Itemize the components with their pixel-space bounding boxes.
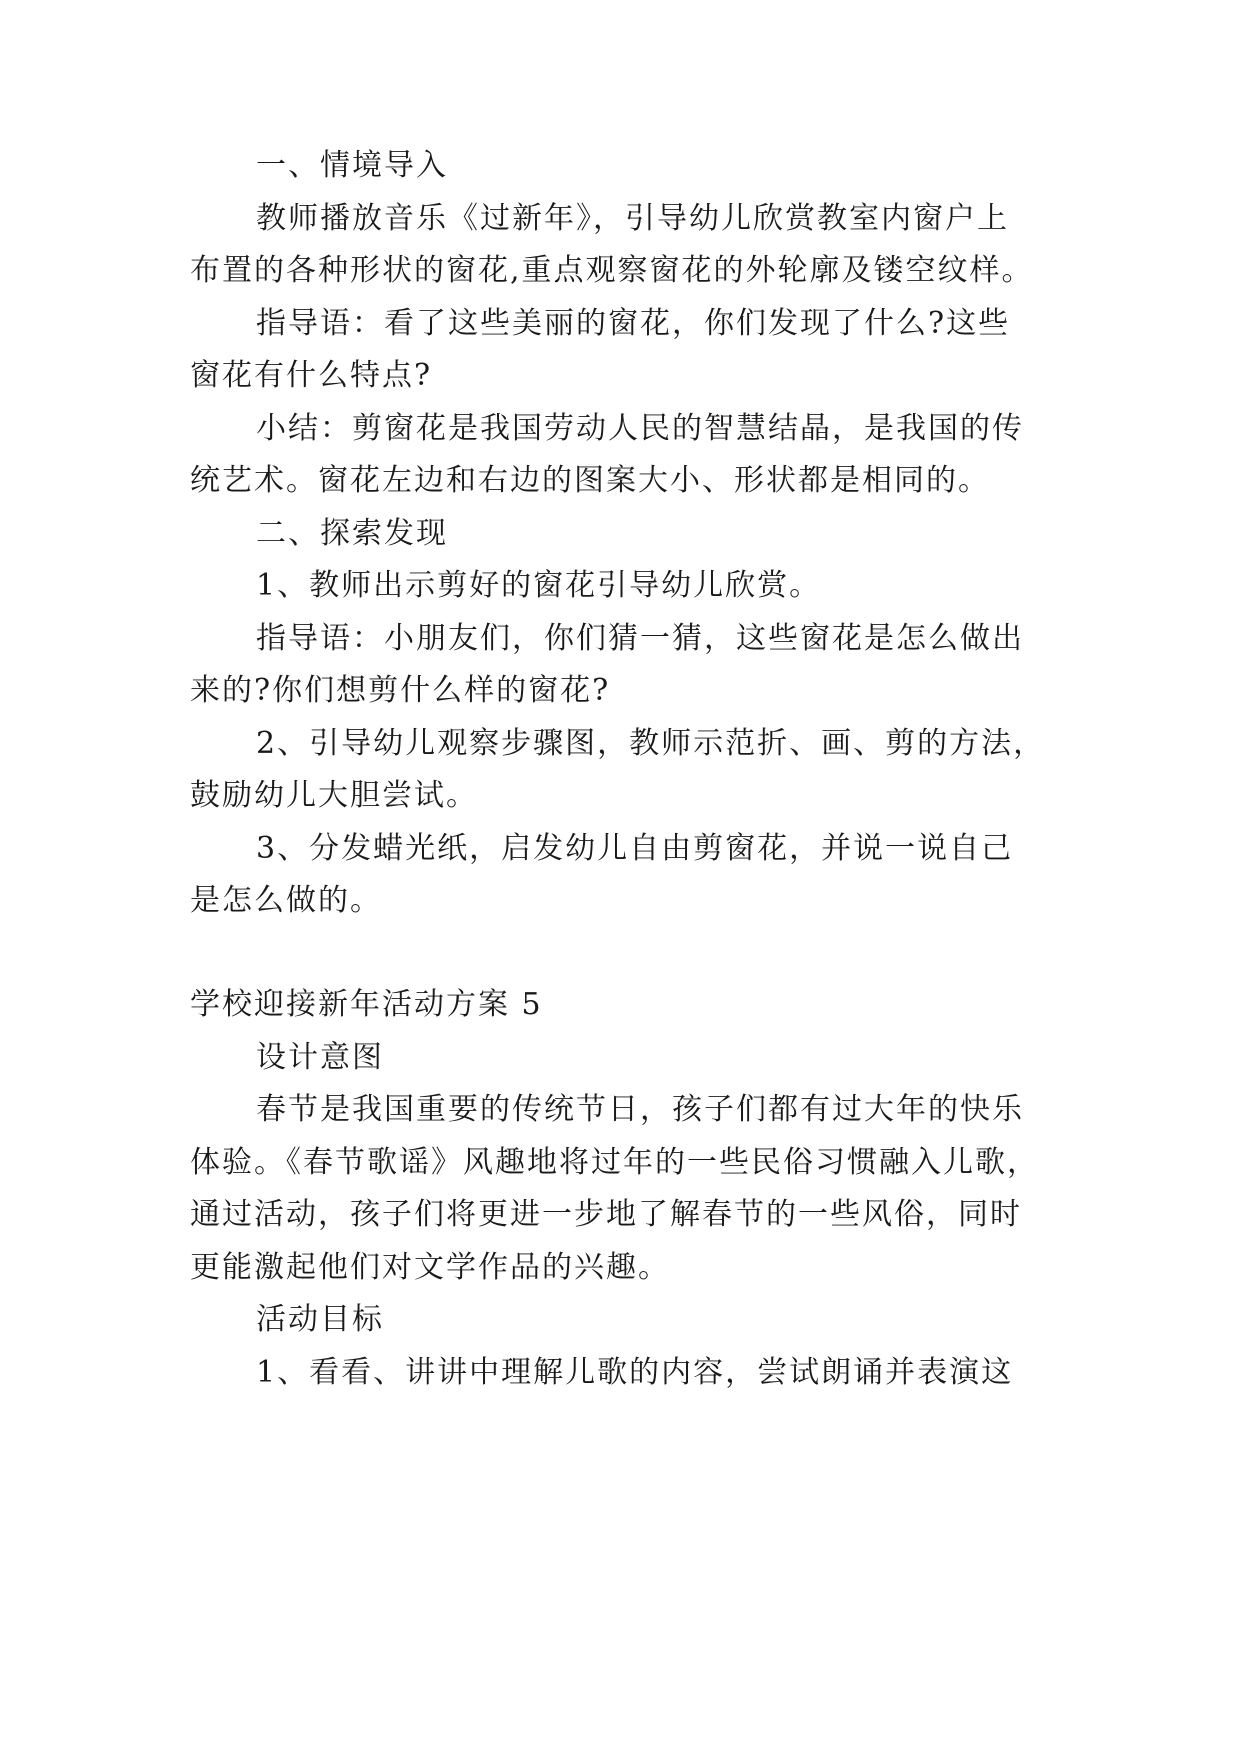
- paragraph-line: 更能激起他们对文学作品的兴趣。: [190, 1250, 670, 1285]
- step-line: 3、分发蜡光纸，启发幼儿自由剪窗花，并说一说自己: [256, 831, 1014, 866]
- step-line: 1、教师出示剪好的窗花引导幼儿欣赏。: [256, 568, 822, 603]
- step-line: 鼓励幼儿大胆尝试。: [190, 778, 478, 813]
- paragraph-line: 来的?你们想剪什么样的窗花?: [190, 673, 611, 708]
- paragraph-line: 春节是我国重要的传统节日，孩子们都有过大年的快乐: [256, 1092, 1024, 1127]
- paragraph-line: 小结：剪窗花是我国劳动人民的智慧结晶，是我国的传: [256, 411, 1024, 446]
- paragraph-line: 教师播放音乐《过新年》，引导幼儿欣赏教室内窗户上: [256, 201, 1009, 236]
- section-heading-goals: 活动目标: [256, 1302, 384, 1337]
- step-line: 2、引导幼儿观察步骤图，教师示范折、画、剪的方法，: [256, 726, 1046, 761]
- goal-line: 1、看看、讲讲中理解儿歌的内容，尝试朗诵并表演这: [256, 1355, 1014, 1390]
- paragraph-line: 体验。《春节歌谣》风趣地将过年的一些民俗习惯融入儿歌，: [190, 1145, 1039, 1180]
- paragraph-line: 布置的各种形状的窗花,重点观察窗花的外轮廓及镂空纹样。: [190, 253, 1034, 288]
- plan-title: 学校迎接新年活动方案 5: [190, 987, 543, 1022]
- paragraph-line: 通过活动，孩子们将更进一步地了解春节的一些风俗，同时: [190, 1197, 1022, 1232]
- paragraph-line: 统艺术。窗花左边和右边的图案大小、形状都是相同的。: [190, 463, 990, 498]
- section-heading-situation: 一、情境导入: [256, 148, 448, 183]
- paragraph-line: 指导语：小朋友们，你们猜一猜，这些窗花是怎么做出: [256, 621, 1024, 656]
- paragraph-line: 窗花有什么特点?: [190, 358, 433, 393]
- paragraph-line: 指导语：看了这些美丽的窗花，你们发现了什么?这些: [256, 306, 1011, 341]
- section-heading-design: 设计意图: [256, 1040, 384, 1075]
- section-heading-explore: 二、探索发现: [256, 516, 448, 551]
- step-line: 是怎么做的。: [190, 883, 382, 918]
